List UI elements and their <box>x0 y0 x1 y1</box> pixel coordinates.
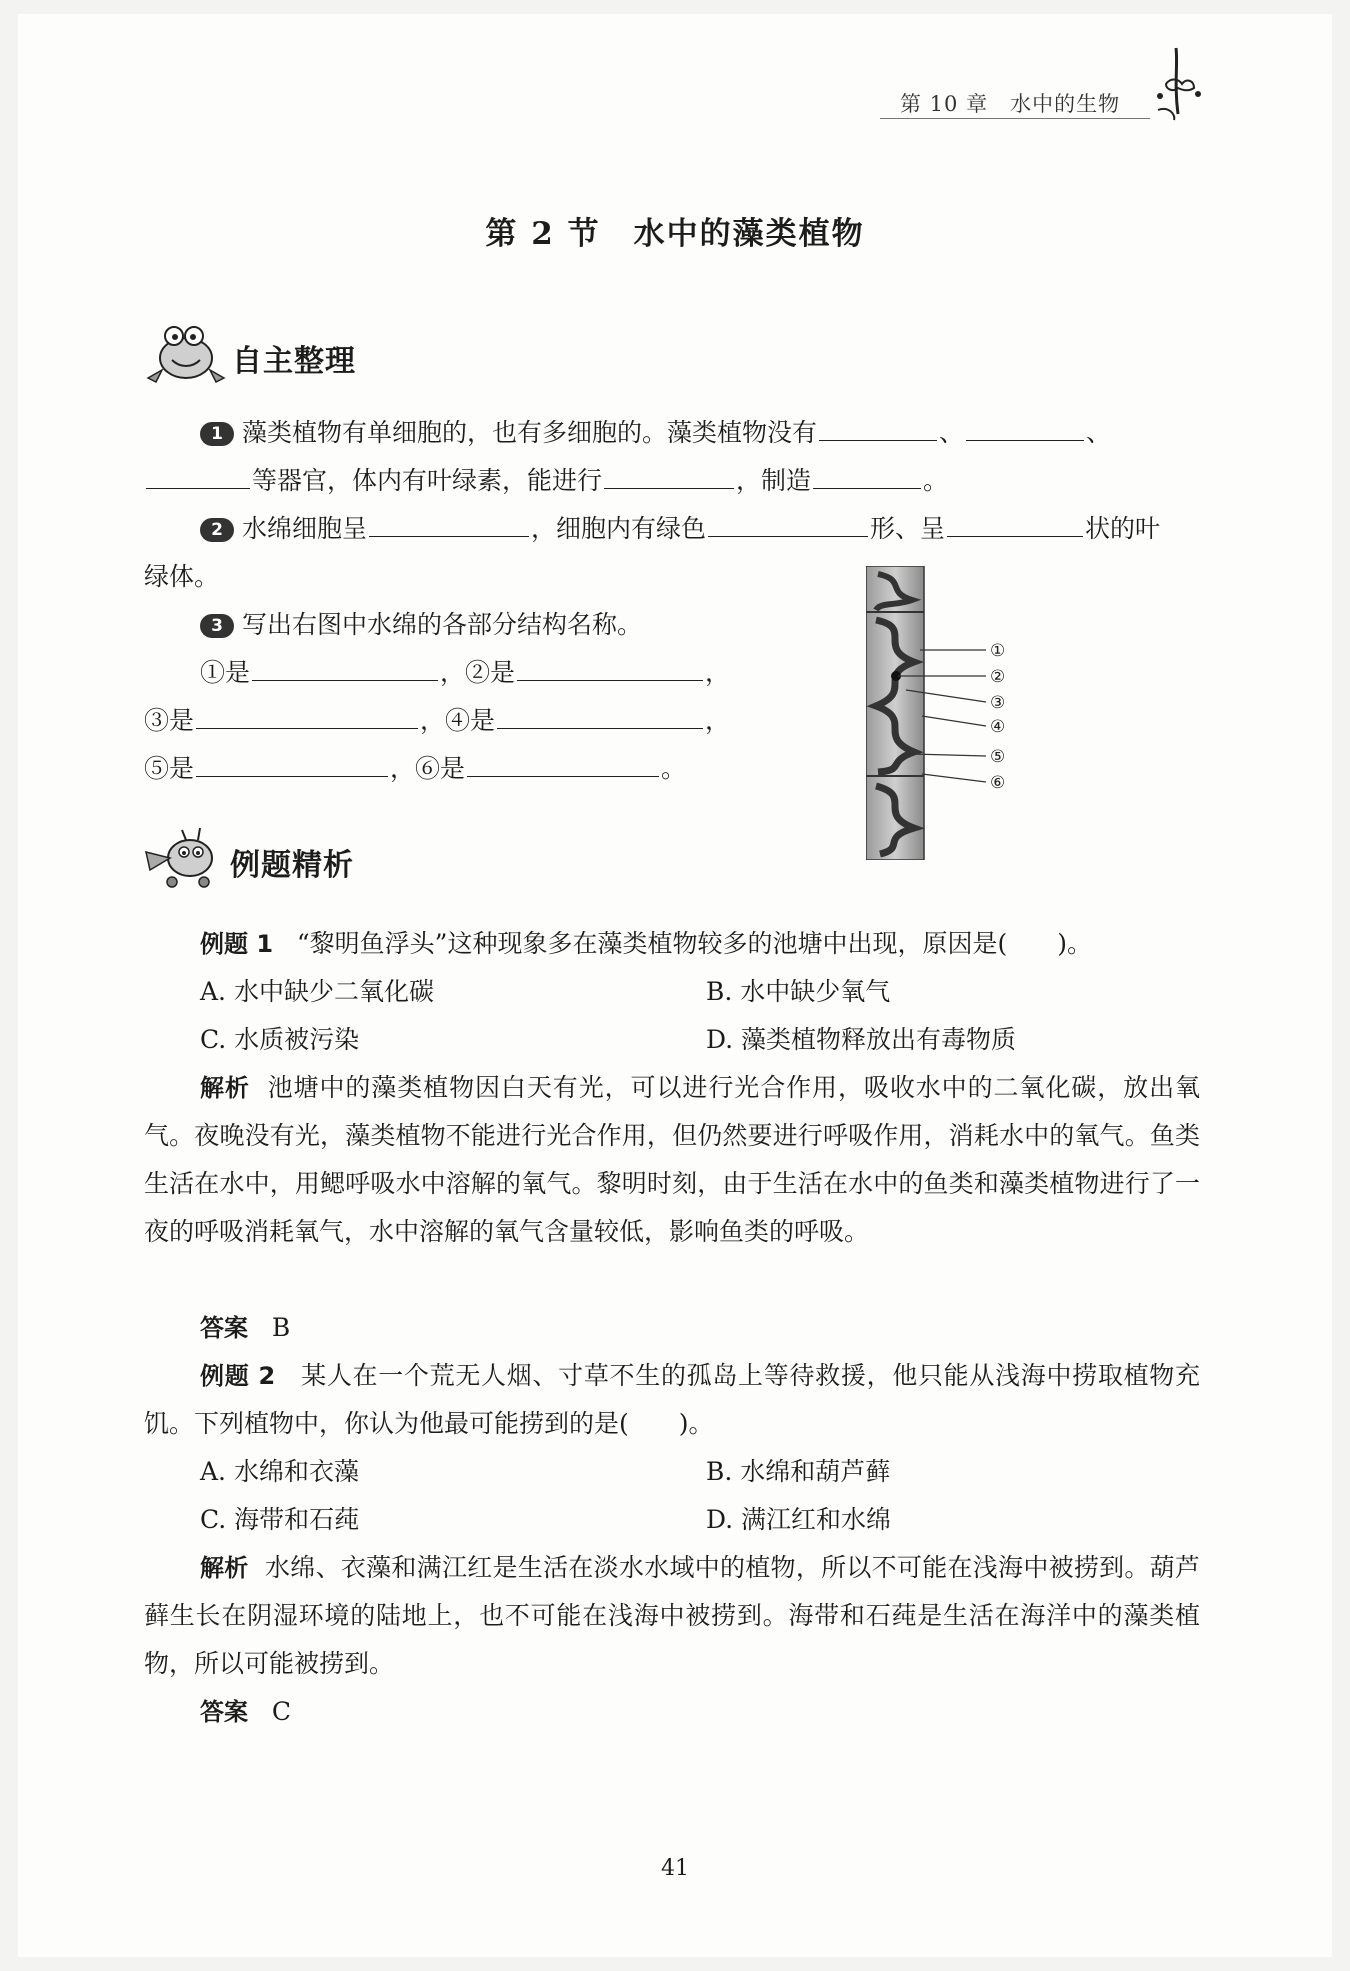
answer-blank[interactable] <box>819 410 937 441</box>
figure-label-6: ⑥ <box>990 773 1006 793</box>
item-3-prompt: 3 写出右图中水绵的各部分结构名称。 <box>200 601 642 649</box>
item-1-line-2: 等器官，体内有叶绿素，能进行 ，制造 。 <box>144 457 948 505</box>
item-3-row-3: ⑤是 ，⑥是 。 <box>144 745 686 793</box>
item-2-line-2: 绿体。 <box>144 562 220 591</box>
item-1-line-1: 1 藻类植物有单细胞的，也有多细胞的。藻类植物没有 、 、 <box>200 409 1111 457</box>
item-number-badge: 3 <box>200 614 234 638</box>
option-c: C. 水质被污染 <box>200 1025 360 1054</box>
answer-blank[interactable] <box>947 506 1083 537</box>
option-d: D. 满江红和水绵 <box>706 1505 892 1534</box>
item-2-line-1: 2 水绵细胞呈 ，细胞内有绿色 形、呈 状的叶 <box>200 505 1160 553</box>
bee-mascot-icon <box>142 822 228 890</box>
answer-blank[interactable] <box>966 410 1084 441</box>
answer-blank[interactable] <box>146 458 250 489</box>
answer-blank[interactable] <box>813 458 921 489</box>
spirogyra-diagram <box>866 566 1016 860</box>
option-a: A. 水中缺少二氧化碳 <box>200 977 434 1006</box>
example-1-answer: 答案 B <box>200 1313 291 1342</box>
example-1-analysis: 解析 池塘中的藻类植物因白天有光，可以进行光合作用，吸收水中的二氧化碳，放出氧气。夜晚没有光，藻类植物不能进行光合作用，但仍然要进行呼吸作用，消耗水中的氧气。鱼类生活在水中，用鳃呼吸水中溶解的氧气。黎明时刻，由于生活在水中的鱼类和藻类植物进行了一夜的呼吸消耗氧气，水中溶解的氧气含量较低，影响鱼类的呼吸。 <box>144 1073 1200 1246</box>
answer-blank[interactable] <box>196 698 418 729</box>
answer-blank[interactable] <box>708 506 868 537</box>
chapter-header: 第 10 章 水中的生物 <box>900 92 1121 116</box>
example-1-question: 例题 1 “黎明鱼浮头”这种现象多在藻类植物较多的池塘中出现，原因是( )。 <box>200 929 1092 958</box>
self-study-heading: 自主整理 <box>232 344 356 379</box>
example-2-question: 例题 2 某人在一个荒无人烟、寸草不生的孤岛上等待救援，他只能从浅海中捞取植物充饥。下列植物中，你认为他最可能捞到的是( )。 <box>144 1361 1200 1438</box>
option-b: B. 水绵和葫芦藓 <box>706 1457 891 1486</box>
answer-blank[interactable] <box>517 650 703 681</box>
example-2-label: 例题 2 <box>200 1362 276 1390</box>
item-number-badge: 1 <box>200 422 234 446</box>
item-number-badge: 2 <box>200 518 234 542</box>
figure-label-1: ① <box>990 641 1006 661</box>
item-3-row-2: ③是 ，④是 ， <box>144 697 730 745</box>
figure-label-4: ④ <box>990 717 1006 737</box>
flower-ornament-icon <box>1148 44 1208 124</box>
option-b: B. 水中缺少氧气 <box>706 977 891 1006</box>
answer-blank[interactable] <box>369 506 529 537</box>
example-1-label: 例题 1 <box>200 930 274 958</box>
page-number: 41 <box>661 1856 689 1881</box>
answer-blank[interactable] <box>467 746 659 777</box>
answer-blank[interactable] <box>252 650 438 681</box>
examples-heading: 例题精析 <box>230 848 354 883</box>
option-c: C. 海带和石莼 <box>200 1505 360 1534</box>
option-d: D. 藻类植物释放出有毒物质 <box>706 1025 1017 1054</box>
section-title: 第 2 节 水中的藻类植物 <box>485 216 865 252</box>
figure-label-2: ② <box>990 667 1006 687</box>
example-2-answer: 答案 C <box>200 1697 291 1726</box>
figure-label-5: ⑤ <box>990 747 1006 767</box>
option-a: A. 水绵和衣藻 <box>200 1457 359 1486</box>
item-3-row-1: ①是 ，②是 ， <box>200 649 730 697</box>
answer-blank[interactable] <box>604 458 734 489</box>
example-2-analysis: 解析 水绵、衣藻和满江红是生活在淡水水域中的植物，所以不可能在浅海中被捞到。葫芦藓生长在阴湿环境的陆地上，也不可能在浅海中被捞到。海带和石莼是生活在海洋中的藻类植物，所以可能被捞到。 <box>144 1553 1200 1678</box>
answer-blank[interactable] <box>497 698 703 729</box>
frog-mascot-icon <box>142 320 230 386</box>
header-rule <box>880 118 1150 119</box>
figure-label-3: ③ <box>990 693 1006 713</box>
answer-blank[interactable] <box>196 746 388 777</box>
